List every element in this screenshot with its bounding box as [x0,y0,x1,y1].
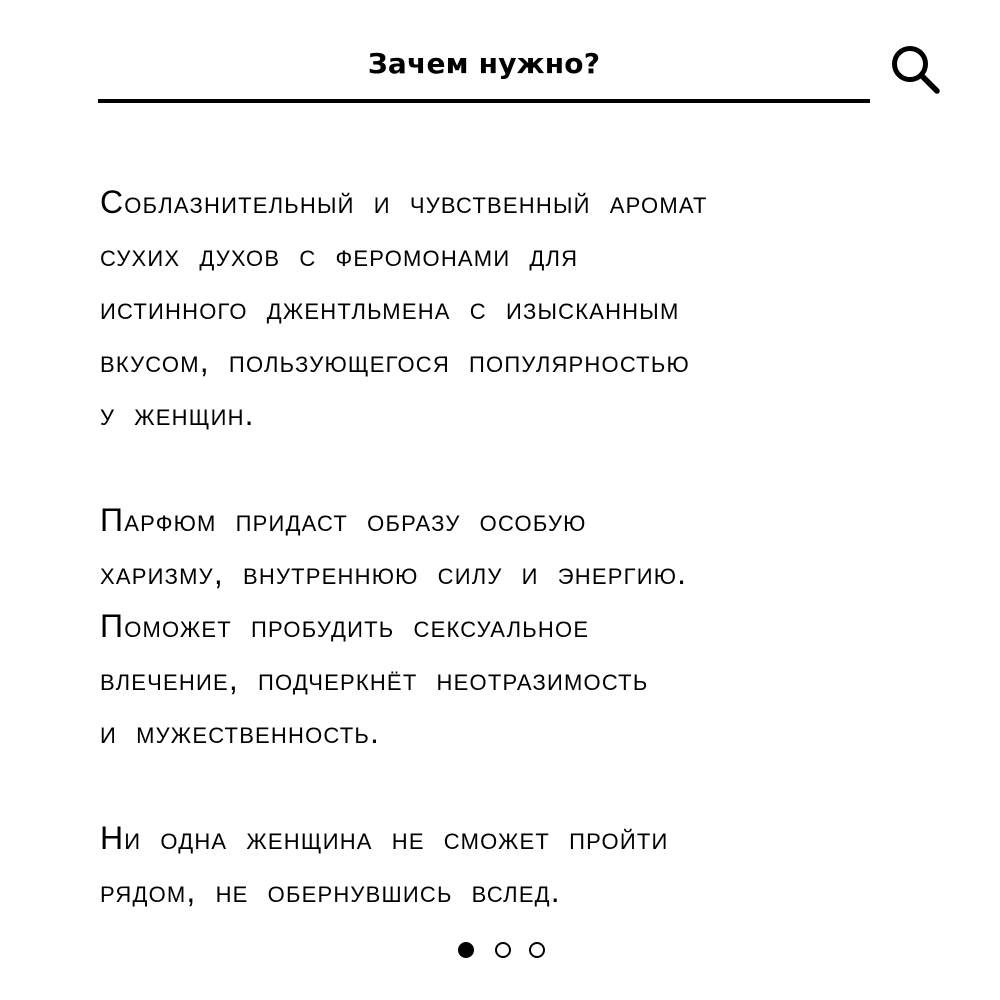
text-line: влечение, подчеркнёт неотразимость [100,661,649,697]
text-line: харизму, внутреннюю силу и энергию. [100,555,688,591]
pagination-dots [458,940,548,960]
text-line: Поможет пробудить сексуальное [100,608,590,644]
page-dot-1[interactable] [458,942,474,958]
paragraph-1 [100,176,860,441]
text-line: и мужественность. [100,714,381,750]
text-line: истинного джентльмена с изысканным [100,290,680,326]
page-dot-3[interactable] [529,942,545,958]
page-title: Зачем нужно? [367,47,601,80]
page-dot-2[interactable] [495,942,511,958]
text-line: Парфюм придаст образу особую [100,502,587,538]
search-icon[interactable] [888,40,944,96]
text-line: вкусом, пользующегося популярностью [100,343,690,379]
text-line: сухих духов с феромонами для [100,237,579,273]
text-line: Соблазнительный и чувственный аромат [100,184,708,220]
text-line: Ни одна женщина не сможет пройти [100,820,669,856]
text-line: у женщин. [100,396,255,432]
paragraph-2 [100,494,860,759]
description-text [100,176,860,918]
paragraph-3 [100,812,860,918]
header-divider [98,99,870,103]
text-line: рядом, не обернувшись вслед. [100,873,561,909]
